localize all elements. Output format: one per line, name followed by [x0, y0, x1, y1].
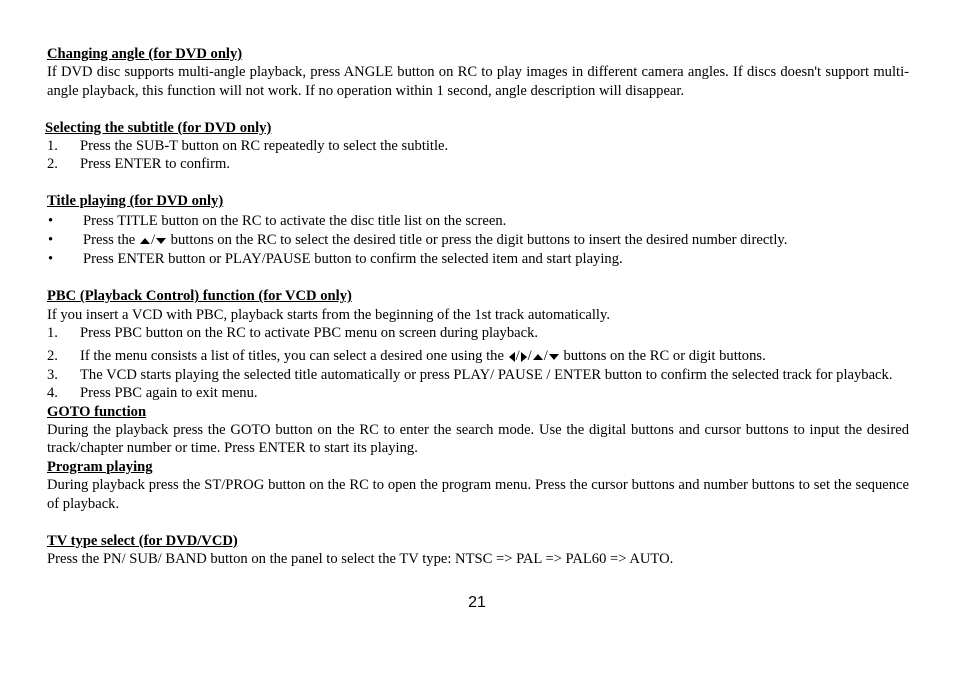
page-number: 21	[468, 594, 486, 611]
text-fragment: buttons on the RC or digit buttons.	[563, 348, 766, 365]
text-fragment: Press the	[83, 232, 136, 249]
separator: /	[543, 348, 548, 365]
spacer	[47, 100, 909, 118]
section-heading-pbc: PBC (Playback Control) function (for VCD only)	[47, 288, 352, 305]
list-item	[47, 384, 909, 402]
list-item	[47, 231, 909, 249]
section-heading-goto: GOTO function	[47, 403, 147, 420]
spacer	[47, 174, 909, 192]
list-number: 3.	[47, 366, 58, 383]
bullet: •	[48, 251, 54, 268]
up-arrow-icon	[140, 238, 150, 244]
list-item	[47, 324, 909, 342]
section-heading-tv-type: TV type select (for DVD/VCD)	[47, 532, 238, 549]
list-text	[80, 347, 909, 365]
list-item	[47, 347, 909, 365]
list-item	[47, 155, 909, 173]
list-item	[47, 250, 909, 268]
list-text: The VCD starts playing the selected title automatically or press PLAY/ PAUSE / ENTER button to confirm the selected track for playback.	[80, 366, 893, 383]
text-fragment: If the menu consists a list of titles, you can select a desired one using the	[80, 348, 504, 365]
spacer	[47, 513, 909, 531]
bullet: •	[48, 212, 54, 229]
list-text: Press PBC button on the RC to activate PBC menu on screen during playback.	[80, 325, 539, 342]
down-arrow-icon	[549, 354, 559, 360]
up-arrow-icon	[533, 354, 543, 360]
list-item	[47, 137, 909, 155]
list-number: 2.	[47, 156, 58, 173]
section-heading-title-playing: Title playing (for DVD only)	[47, 193, 224, 210]
section-heading-program: Program playing	[47, 458, 153, 475]
section-heading-angle: Changing angle (for DVD only)	[47, 46, 243, 62]
manual-page	[47, 45, 909, 568]
down-arrow-icon	[156, 238, 166, 244]
list-text: Press TITLE button on the RC to activate the disc title list on the screen.	[83, 212, 507, 229]
list-item	[47, 212, 909, 230]
angle-body: If DVD disc supports multi-angle playback, press ANGLE button on RC to play images in different camera angles. If discs doesn't support multi-angle playback, this function will not work. If no operation within 1 second, angle description will disappear.	[47, 64, 909, 99]
left-arrow-icon	[509, 352, 515, 362]
list-text: Press PBC again to exit menu.	[80, 385, 258, 402]
separator: /	[150, 232, 156, 249]
right-arrow-icon	[521, 352, 527, 362]
spacer	[47, 269, 909, 287]
goto-body: During the playback press the GOTO button on the RC to enter the search mode. Use the digital buttons and cursor buttons to input the desired track/chapter number or time. Press ENTER to start its playing.	[47, 422, 909, 457]
pbc-intro: If you insert a VCD with PBC, playback starts from the beginning of the 1st track automatically.	[47, 306, 610, 323]
separator: /	[515, 348, 520, 365]
bullet: •	[48, 232, 54, 249]
list-number: 2.	[47, 348, 58, 365]
tv-type-body: Press the PN/ SUB/ BAND button on the panel to select the TV type: NTSC => PAL => PAL60 => AUTO.	[47, 550, 674, 567]
program-body: During playback press the ST/PROG button on the RC to open the program menu. Press the cursor buttons and number buttons to set the sequence of playback.	[47, 477, 909, 512]
list-number: 1.	[47, 325, 58, 342]
list-number: 4.	[47, 385, 58, 402]
list-text: Press the SUB-T button on RC repeatedly to select the subtitle.	[80, 138, 449, 155]
list-text: Press ENTER button or PLAY/PAUSE button to confirm the selected item and start playing.	[83, 251, 623, 268]
list-item	[47, 366, 909, 384]
section-heading-subtitle: Selecting the subtitle (for DVD only)	[45, 119, 272, 136]
list-text: Press ENTER to confirm.	[80, 156, 230, 173]
list-text	[83, 231, 909, 249]
separator: /	[527, 348, 532, 365]
text-fragment: buttons on the RC to select the desired title or press the digit buttons to insert the desired number directly.	[170, 232, 788, 249]
list-number: 1.	[47, 138, 58, 155]
